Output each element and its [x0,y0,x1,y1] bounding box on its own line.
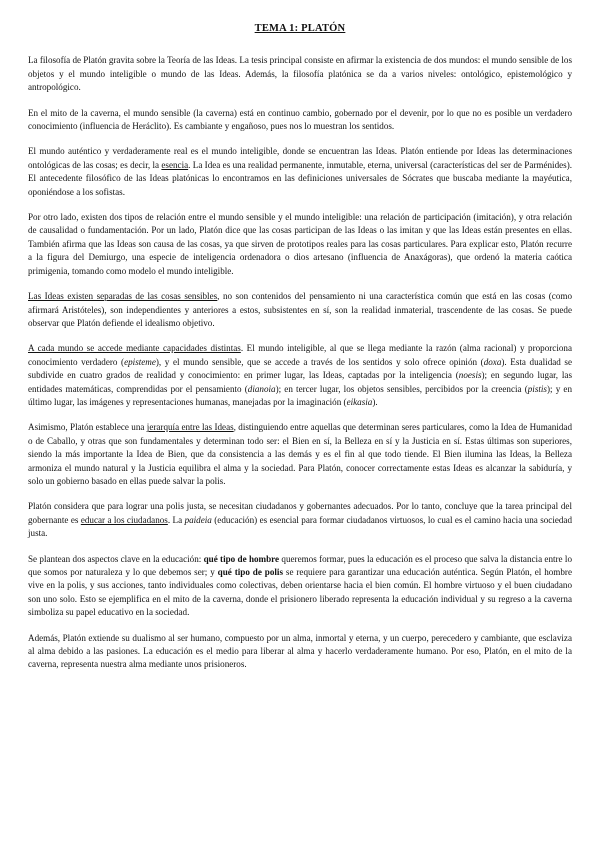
paragraph-7 [28,421,572,488]
text-run: . La [167,514,185,525]
page-title: TEMA 1: PLATÓN [254,23,346,34]
text-run: El mundo auténtico y verdaderamente real es el mundo inteligible, donde se encuentran las Ideas. Platón entiende por Ideas las determinaciones ontológicas de las cosas; es decir, la [28,146,572,170]
text-run: , distinguiendo entre aquellas que determinan seres particulares, como la Idea de Humanidad o de Caballo, y otras que son fundamentales y determinan todo ser: el Bien en sí, la Belleza en sí y la Justicia en sí. Estas últimas son superiores, siendo la más importante la Idea de Bien, que da consistencia a las demás y es el fin al que todo tiende. El Bien ilumina las Ideas, la Belleza armoniza el mundo natural y la Justicia equilibra el alma y la sociedad. Para Platón, conocer correctamente estas Ideas es alcanzar la sabiduría, y solo un gobierno basado en ellas puede salvar la polis. [28,422,573,486]
italic-term: eikasia [346,396,373,407]
paragraph-9 [28,553,572,620]
text-run: . El mundo inteligible, al que se llega mediante la razón (alma racional) y proporciona conocimiento verdadero ( [28,343,572,367]
paragraph-2: En el mito de la caverna, el mundo sensible (la caverna) está en continuo cambio, gobernado por el devenir, por lo que no es posible un verdadero conocimiento (influencia de Heráclito). Es cambiante y engañoso, pues nos lo muestran los sentidos. [28,107,572,132]
italic-term: episteme [124,356,156,367]
italic-term: doxa [483,356,502,367]
text-run: ); y en último lugar, las imágenes y representaciones humanas, manejadas por la imaginación ( [28,383,572,407]
paragraph-6 [28,342,572,409]
bold-term: qué tipo de polis [217,567,283,577]
text-run: Asimismo, Platón establece una [28,422,147,433]
paragraph-5 [28,290,572,330]
paragraph-3 [28,145,572,199]
text-run: Platón considera que para lograr una polis justa, se necesitan ciudadanos y gobernantes adecuados. Por lo tanto, concluye que la tarea principal del gobernante es [28,501,572,525]
bold-term: qué tipo de hombre [203,553,280,564]
text-run: ). [372,396,378,407]
underlined-term: jerarquía entre las Ideas [146,422,234,433]
italic-term: pistis [527,383,547,394]
text-run: ); en tercer lugar, los objetos sensibles, percibidos por la creencia ( [275,383,528,394]
text-run: . La Idea es una realidad permanente, inmutable, eterna, universal (características del ser de Parménides). El antecedente filosófico de las Ideas platónicas lo encontramos en las definiciones universales de Sócrates que buscaba mediante la mayéutica, oponiéndose a los sofistas. [28,159,572,197]
underlined-term: esencia [161,159,189,170]
text-run: se requiere para garantizar una educación auténtica. Según Platón, el hombre vive en la polis, y sus acciones, tanto individuales como colectivas, deben orientarse hacia el bien común. El hombre virtuoso y el buen ciudadano son uno solo. Esto se ejemplifica en el mito de la caverna, donde el prisionero liberado representa la educación individual y su regreso a la caverna simboliza su papel educativo en la sociedad. [28,567,572,618]
italic-term: noesis [458,370,482,381]
underlined-term: A cada mundo se accede mediante capacidades distintas [28,343,241,354]
paragraph-1: La filosofía de Platón gravita sobre la Teoría de las Ideas. La tesis principal consiste en afirmar la existencia de dos mundos: el mundo sensible de los objetos y el mundo inteligible o mundo de las Ideas. Además, la filosofía platónica se da a varios niveles: ontológico, epistemológico y antropológico. [28,55,572,93]
underlined-term: Las Ideas existen separadas de las cosas sensibles [28,291,218,302]
text-run: queremos formar, pues la educación es el proceso que salva la distancia entre lo que somos por naturaleza y lo que debemos ser; y [28,553,572,577]
text-run: (educación) es esencial para formar ciudadanos virtuosos, lo cual es el camino hacia una sociedad justa. [28,514,573,539]
paragraph-4: Por otro lado, existen dos tipos de relación entre el mundo sensible y el mundo inteligible: una relación de participación (imitación), y otra relación de causalidad o fundamentación. Por un lado, Platón dice que las cosas participan de las Ideas o las imitan y que las Ideas están presentes en ellas. También afirma que las Ideas son causa de las cosas, ya que sirven de prototipos reales para las cosas particulares. Para explicar esto, Platón recurre a la figura del Demiurgo, una especie de inteligencia ordenadora o dios artesano (influencia de Anaxágoras), que ordenó la materia caótica primigenia, tomando como modelo el mundo inteligible. [28,212,572,276]
paragraph-8 [28,500,572,540]
text-run: , no son contenidos del pensamiento ni una característica común que está en las cosas (como afirmará Aristóteles), son independientes y anteriores a estos, subsistentes en sí, son la realidad inmaterial, trascendente de las cosas. Se puede observar que Platón defiende el idealismo objetivo. [28,291,572,328]
text-run: Se plantean dos aspectos clave en la educación: [28,553,204,564]
text-run: ). Esta dualidad se subdivide en cuatro grados de realidad y conocimiento: en primer lugar, las Ideas, captadas por la inteligencia ( [28,356,573,381]
text-run: ), y el mundo sensible, que se accede a través de los sentidos y solo ofrece opinión ( [155,356,484,367]
underlined-term: educar a los ciudadanos [80,514,168,525]
italic-term: dianoia [247,383,276,394]
paragraph-10: Además, Platón extiende su dualismo al ser humano, compuesto por un alma, inmortal y eterna, y un cuerpo, perecedero y cambiante, que esclaviza al alma debido a las pasiones. La educación es el medio para liberar al alma y hacerlo verdaderamente humano. Por eso, Platón, en el mito de la caverna, representa nuestra alma mediante unos prisioneros. [28,632,572,670]
text-run: ); en segundo lugar, las entidades matemáticas, comprendidas por el pensamiento ( [28,370,572,394]
italic-term: paideia [184,514,212,525]
